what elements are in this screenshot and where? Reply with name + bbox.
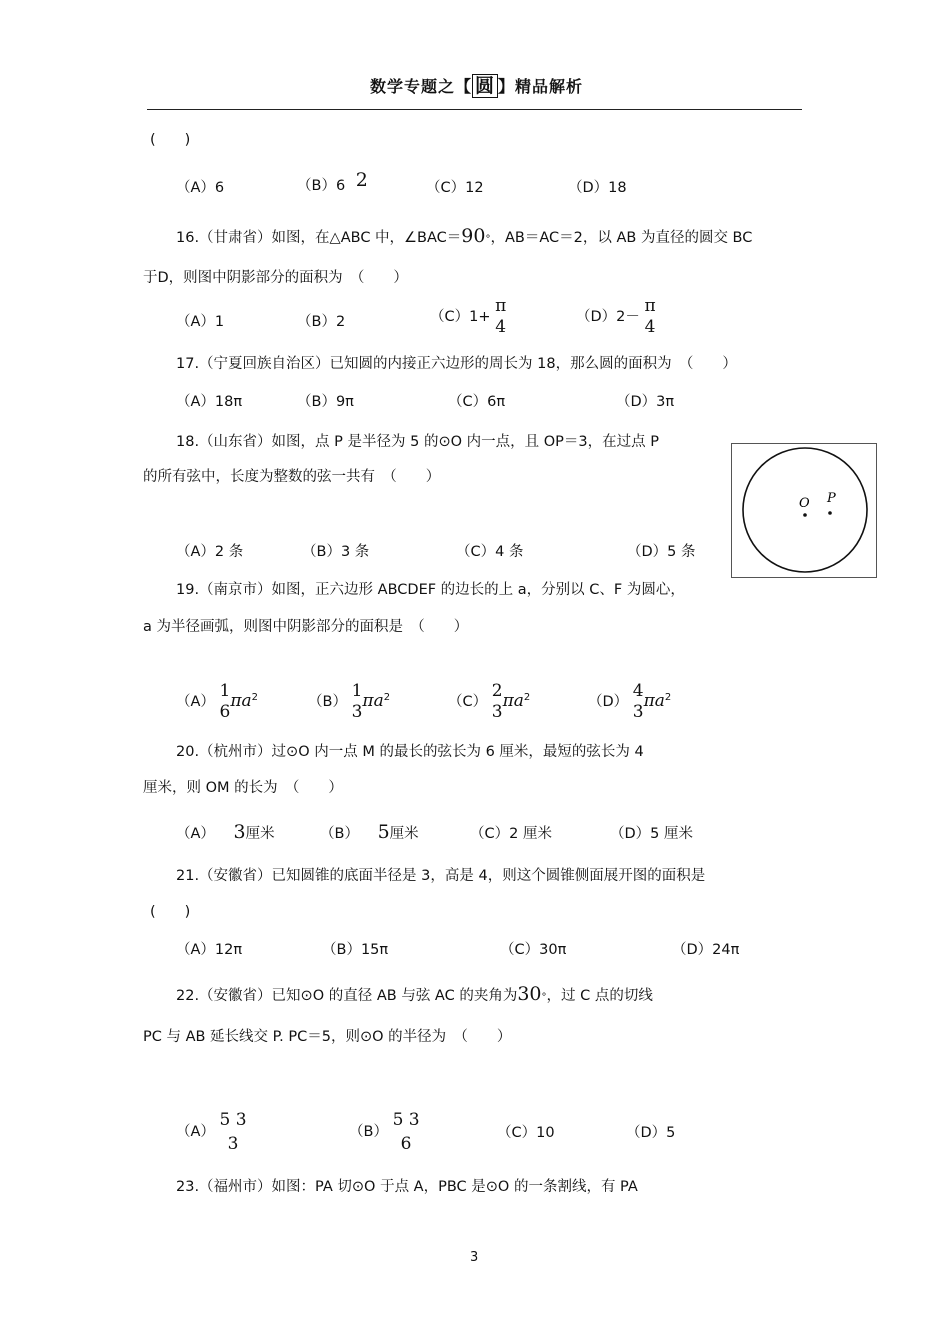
q19-c-fraction	[492, 681, 503, 723]
q19-d-den: 3	[632, 702, 644, 722]
q16-angle-value: 90	[461, 225, 486, 247]
q21-option-a: （A）12π	[176, 942, 243, 958]
q18-circle-svg	[732, 444, 876, 577]
q18-option-c: （C）4 条	[456, 544, 524, 560]
header-suffix: 】精品解析	[498, 77, 584, 96]
q19-option-a	[176, 681, 258, 723]
q18-line1: 18.（山东省）如图，点 P 是半径为 5 的⊙O 内一点，且 OP＝3，在过点 P	[176, 434, 659, 450]
q16-line1	[176, 226, 752, 250]
q16-line2: 于D，则图中阴影部分的面积为 （ ）	[143, 270, 408, 286]
q21-option-c: （C）30π	[500, 942, 567, 958]
q16-degree: °	[485, 234, 491, 245]
q19-d-num: 4	[632, 681, 644, 701]
q20-b-sym: 5	[377, 821, 390, 843]
q19-c-den: 3	[491, 702, 503, 722]
label-o: O	[799, 496, 810, 511]
q19-option-b	[308, 681, 390, 723]
q18-line2: 的所有弦中，长度为整数的弦一共有 （ ）	[143, 469, 441, 485]
q19-a-den: 6	[219, 702, 231, 722]
q20-line1: 20.（杭州市）过⊙O 内一点 M 的最长的弦长为 6 厘米，最短的弦长为 4	[176, 744, 644, 760]
q19-b-pi-a: πa	[362, 691, 384, 711]
q18-option-a: （A）2 条	[176, 544, 244, 560]
q16-option-b: （B）2	[297, 314, 346, 330]
q16-line1-pre: 16.（甘肃省）如图，在△ABC 中，∠BAC＝	[176, 230, 462, 246]
q15-option-b-sym: 2	[355, 169, 368, 191]
q16-option-c-text: （C）1+	[430, 309, 491, 325]
q17-option-a: （A）18π	[176, 394, 243, 410]
q17-option-c: （C）6π	[448, 394, 506, 410]
q22-option-c: （C）10	[497, 1125, 555, 1141]
q15-option-b-text: （B）6	[297, 178, 346, 194]
q19-a-label: （A）	[176, 694, 215, 710]
q22-line1	[176, 984, 653, 1008]
header-prefix: 数学专题之【	[370, 77, 473, 96]
q15-option-c: （C）12	[426, 180, 484, 196]
q19-a-num: 1	[219, 681, 231, 701]
q15-option-b	[297, 169, 368, 196]
q19-d-sq: 2	[664, 692, 672, 704]
q19-d-fraction	[633, 681, 644, 723]
q20-a-sym: 3	[233, 821, 246, 843]
q19-line2: a 为半径画弧，则图中阴影部分的面积是 （ ）	[143, 619, 469, 635]
q18-option-d: （D）5 条	[627, 544, 696, 560]
q23-line1: 23.（福州市）如图：PA 切⊙O 于点 A，PBC 是⊙O 的一条割线，有 PA	[176, 1179, 638, 1195]
q20-option-a	[176, 822, 275, 844]
q16-option-d	[576, 296, 656, 338]
q20-b-unit: 厘米	[389, 826, 419, 842]
q21-line1: 21.（安徽省）已知圆锥的底面半径是 3，高是 4，则这个圆锥侧面展开图的面积是	[176, 868, 706, 884]
q20-option-d: （D）5 厘米	[610, 826, 693, 842]
q20-b-label: （B）	[320, 826, 359, 842]
q22-option-a	[176, 1108, 247, 1156]
q20-a-unit: 厘米	[245, 826, 275, 842]
page-header	[370, 74, 583, 98]
q19-b-fraction	[352, 681, 363, 723]
q19-line1: 19.（南京市）如图，正六边形 ABCDEF 的边长的上 a，分别以 C、F 为圆心，	[176, 582, 685, 598]
q22-line1-post: ，过 C 点的切线	[546, 988, 653, 1004]
q15-option-a: （A）6	[176, 180, 225, 196]
q21-line2: ( )	[150, 904, 191, 920]
q22-option-b	[349, 1108, 420, 1156]
q19-c-sq: 2	[523, 692, 531, 704]
q21-option-b: （B）15π	[322, 942, 389, 958]
q19-b-num: 1	[351, 681, 363, 701]
header-boxed-char: 圆	[472, 74, 498, 98]
q16-c-frac-den: 4	[495, 317, 507, 337]
q22-line1-pre: 22.（安徽省）已知⊙O 的直径 AB 与弦 AC 的夹角为	[176, 988, 518, 1004]
q19-a-fraction	[220, 681, 231, 723]
q22-b-num: 5 3	[392, 1110, 420, 1130]
q20-line2: 厘米，则 OM 的长为 （ ）	[143, 780, 343, 796]
q16-option-c-fraction	[495, 296, 506, 338]
q19-b-label: （B）	[308, 694, 347, 710]
q22-b-fraction	[393, 1108, 420, 1156]
q22-degree: °	[541, 992, 547, 1003]
q16-c-frac-num: π	[495, 296, 507, 316]
label-p: P	[827, 491, 836, 506]
q20-a-label: （A）	[176, 826, 215, 842]
q16-option-c	[430, 296, 506, 338]
q16-option-d-fraction	[645, 296, 656, 338]
q15-option-d: （D）18	[568, 180, 627, 196]
q19-a-sq: 2	[251, 692, 259, 704]
header-rule	[147, 109, 802, 110]
q22-a-fraction	[220, 1108, 247, 1156]
q20-option-b	[320, 822, 419, 844]
q18-option-b: （B）3 条	[302, 544, 370, 560]
q19-a-pi-a: πa	[230, 691, 252, 711]
q22-option-d: （D）5	[626, 1125, 676, 1141]
q16-option-d-text: （D）2－	[576, 309, 640, 325]
point-o-dot	[803, 513, 807, 517]
q22-angle-value: 30	[517, 983, 542, 1005]
q22-line2: PC 与 AB 延长线交 P. PC＝5，则⊙O 的半径为 （ ）	[143, 1029, 512, 1045]
q19-d-label: （D）	[588, 694, 629, 710]
q22-a-den: 3	[227, 1134, 239, 1154]
page-number: 3	[470, 1250, 479, 1265]
q19-b-sq: 2	[383, 692, 391, 704]
point-p-dot	[828, 511, 832, 515]
q22-a-num: 5 3	[219, 1110, 247, 1130]
q22-b-den: 6	[400, 1134, 412, 1154]
q16-line1-post: ，AB＝AC＝2，以 AB 为直径的圆交 BC	[490, 230, 753, 246]
q19-b-den: 3	[351, 702, 363, 722]
q16-d-frac-den: 4	[644, 317, 656, 337]
q15-paren: ( )	[150, 132, 191, 148]
q17-option-b: （B）9π	[297, 394, 354, 410]
q21-option-d: （D）24π	[672, 942, 740, 958]
q17-option-d: （D）3π	[616, 394, 675, 410]
q16-option-a: （A）1	[176, 314, 225, 330]
q19-c-label: （C）	[448, 694, 488, 710]
q19-c-pi-a: πa	[502, 691, 524, 711]
q20-option-c: （C）2 厘米	[470, 826, 552, 842]
q18-circle-figure	[731, 443, 877, 578]
q19-option-d	[588, 681, 671, 723]
q16-d-frac-num: π	[644, 296, 656, 316]
q17-line1: 17.（宁夏回族自治区）已知圆的内接正六边形的周长为 18，那么圆的面积为 （ ）	[176, 356, 737, 372]
q19-option-c	[448, 681, 530, 723]
q22-a-label: （A）	[176, 1124, 215, 1140]
q19-c-num: 2	[491, 681, 503, 701]
q22-b-label: （B）	[349, 1124, 388, 1140]
q19-d-pi-a: πa	[643, 691, 665, 711]
